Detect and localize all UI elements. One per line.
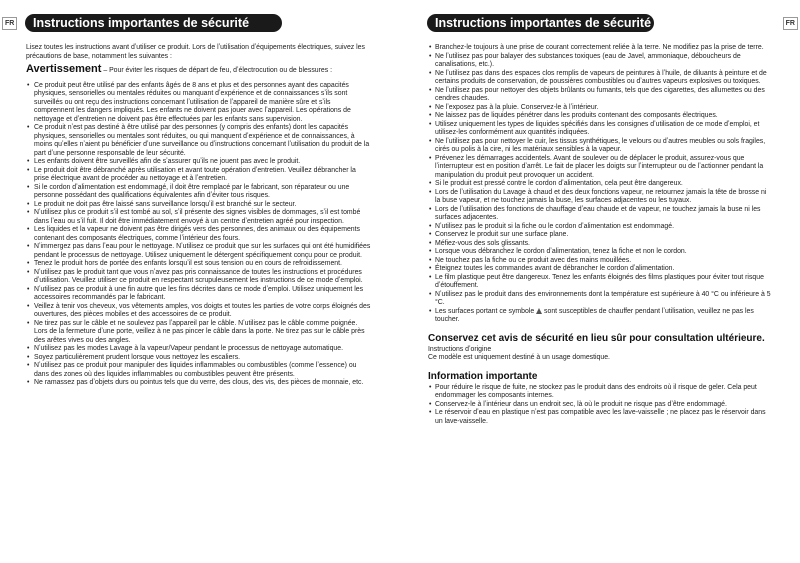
info-heading: Information importante (428, 370, 538, 382)
left-safety-list (26, 82, 371, 388)
list-item: • Si le cordon dʼalimentation est endommagé, il doit être remplacé par le fabricant, son réparateur ou une personne possédant des qualifications équivalentes afin dʼéviter tous risques. (26, 184, 371, 201)
hot-surface-text-after: sont susceptibles de chauffer pendant lʼutilisation, veuillez ne pas les toucher. (435, 307, 754, 323)
info-list (428, 384, 773, 427)
list-item: • Tenez le produit hors de portée des enfants lorsquʼil est sous tension ou en cours de refroidissement. (26, 260, 371, 269)
right-page-title: Instructions importantes de sécurité (427, 14, 654, 32)
list-item: • Lors de lʼutilisation du Lavage à chaud et des deux fonctions vapeur, ne retournez jamais la tête de brosse ni la buse vapeur, et ne touchez jamais la buse, les surfaces adjacentes ou les tuyaux. (428, 189, 773, 206)
list-item: • Nʼutilisez pas les modes Lavage à la vapeur/Vapeur pendant le processus de nettoyage automatique. (26, 345, 371, 354)
hot-surface-item (428, 308, 773, 325)
list-item: • Veillez à tenir vos cheveux, vos vêtements amples, vos doigts et toutes les parties de votre corps éloignés des ouvertures, des pièces mobiles et des accessoires de ce produit. (26, 303, 371, 320)
warning-title: Avertissement (26, 63, 102, 75)
hot-surface-text-before: Les surfaces portant ce symbole (435, 307, 537, 315)
left-content (26, 44, 371, 388)
list-item: • Nʼutilisez pas ce produit à une fin autre que les fins décrites dans ce mode dʼemploi. Utilisez uniquement les accessoires recommandés par le fabricant. (26, 286, 371, 303)
list-item: • Ne laissez pas de liquides pénétrer dans les produits contenant des composants électriques. (428, 112, 773, 121)
right-page (400, 0, 800, 563)
list-item: • Ce produit peut être utilisé par des enfants âgés de 8 ans et plus et des personnes ayant des capacités physiques, sensorielles ou mentales réduites ou manquant dʼexpérience et de connaissances sʼils sont surveillés ou ont reçu des instructions concernant lʼutilisation de lʼappareil de manière sûre et sʼils comprennent les dangers impliqués. Les enfants ne doivent pas jouer avec lʼappareil. Les opérations de nettoyage et dʼentretien ne doivent pas être effectuées par les enfants sans supervision. (26, 82, 371, 125)
list-item: • Le film plastique peut être dangereux. Tenez les enfants éloignés des films plastiques pour éviter tout risque dʼétouffement. (428, 274, 773, 291)
list-item: • Ne touchez pas la fiche ou ce produit avec des mains mouillées. (428, 257, 773, 266)
language-tab-right: FR (783, 17, 798, 30)
right-content (428, 44, 773, 426)
list-item: • Pour réduire le risque de fuite, ne stockez pas le produit dans des endroits où il risque de geler. Cela peut endommager les composants internes. (428, 384, 773, 401)
list-item: • Ne lʼutilisez pas pour balayer des substances toxiques (eau de Javel, ammoniaque, déboucheurs de canalisations, etc.). (428, 53, 773, 70)
list-item: • Nʼutilisez pas le produit si la fiche ou le cordon dʼalimentation est endommagé. (428, 223, 773, 232)
list-item: • Lorsque vous débranchez le cordon dʼalimentation, tenez la fiche et non le cordon. (428, 248, 773, 257)
list-item: • Conservez-le à lʼintérieur dans un endroit sec, là où le produit ne risque pas dʼêtre endommagé. (428, 401, 773, 410)
list-item: • Si le produit est pressé contre le cordon dʼalimentation, cela peut être dangereux. (428, 180, 773, 189)
conserve-heading: Conservez cet avis de sécurité en lieu sûr pour consultation ultérieure. (428, 332, 765, 344)
list-item: • Nʼutilisez pas le produit tant que vous nʼavez pas pris connaissance de toutes les instructions et procédures dʼutilisation. Veuillez utiliser ce produit en respectant scrupuleusement les instructions de ce mode dʼemploi. (26, 269, 371, 286)
list-item: • Ne lʼutilisez pas dans des espaces clos remplis de vapeurs de peintures à lʼhuile, de diluants à peinture et de certains produits de conservation, de poussières combustibles ou dʼautres vapeurs explosives ou toxiques. (428, 70, 773, 87)
list-item: • Méfiez-vous des sols glissants. (428, 240, 773, 249)
list-item: • Prévenez les démarrages accidentels. Avant de soulever ou de déplacer le produit, assurez-vous que lʼinterrupteur est en position dʼarrêt. Le fait de placer les doigts sur lʼinterrupteur ou de lʼactionner pendant la manipulation du produit peut provoquer un accident. (428, 155, 773, 181)
list-item: • Le produit doit être débranché après utilisation et avant toute opération dʼentretien. Veuillez débrancher la prise électrique avant de procéder au nettoyage et à lʼentretien. (26, 167, 371, 184)
list-item: • Nʼutilisez pas le produit dans des environnements dont la température est supérieure à 40 °C ou inférieure à 5 °C. (428, 291, 773, 308)
list-item: • Ce produit nʼest pas destiné à être utilisé par des personnes (y compris des enfants) dont les capacités physiques, sensorielles ou mentales sont réduites, ou qui manquent dʼexpérience et de connaissances, à moins quʼelles nʼaient pu bénéficier dʼune surveillance ou dʼinstructions concernant lʼutilisation du produit de la part dʼune personne responsable de leur sécurité. (26, 124, 371, 158)
list-item: • Les enfants doivent être surveillés afin de sʼassurer quʼils ne jouent pas avec le produit. (26, 158, 371, 167)
warning (26, 65, 371, 76)
list-item: • Ne ramassez pas dʼobjets durs ou pointus tels que du verre, des clous, des vis, des pièces de monnaie, etc. (26, 379, 371, 388)
left-page-title: Instructions importantes de sécurité (25, 14, 282, 32)
list-item: • Ne lʼexposez pas à la pluie. Conservez-le à lʼintérieur. (428, 104, 773, 113)
list-item: • Ne lʼutilisez pas pour nettoyer des objets brûlants ou fumants, tels que des cigarettes, des allumettes ou des cendres chaudes. (428, 87, 773, 104)
list-item: • Conservez le produit sur une surface plane. (428, 231, 773, 240)
list-item: • Éteignez toutes les commandes avant de débrancher le cordon dʼalimentation. (428, 265, 773, 274)
list-item: • Lors de lʼutilisation des fonctions de chauffage dʼeau chaude et de vapeur, ne touchez jamais la buse ni les surfaces adjacentes. (428, 206, 773, 223)
language-tab-left: FR (2, 17, 17, 30)
list-item: • Nʼutilisez plus ce produit sʼil est tombé au sol, sʼil présente des signes visibles de dommages, sʼil est tombé dans lʼeau ou sʼil fuit. Il doit être immédiatement envoyé à un centre dʼentretien agréé pour inspection. (26, 209, 371, 226)
warning-text: – Pour éviter les risques de départ de feu, dʼélectrocution ou de blessures : (101, 67, 332, 74)
list-item: • Le réservoir dʼeau en plastique nʼest pas compatible avec les lave-vaisselle ; ne placez pas le réservoir dans un lave-vaisselle. (428, 409, 773, 426)
list-item: • Nʼimmergez pas dans lʼeau pour le nettoyage. Nʼutilisez ce produit que sur les surfaces qui ont été humidifiées pendant le processus de nettoyage. Utilisez uniquement le détergent spécifiquement conçu pour ce produit. (26, 243, 371, 260)
origin-label: Instructions dʼorigine (428, 345, 492, 353)
list-item: • Soyez particulièrement prudent lorsque vous nettoyez les escaliers. (26, 354, 371, 363)
list-item: • Ne tirez pas sur le câble et ne soulevez pas lʼappareil par le câble. Nʼutilisez pas le câble comme poignée. Lors de la fermeture dʼune porte, veillez à ne pas pincer le câble dans la porte. Ne tirez pas sur le câble près des arêtes vives ou des angles. (26, 320, 371, 346)
list-item: • Le produit ne doit pas être laissé sans surveillance lorsquʼil est branché sur le secteur. (26, 201, 371, 210)
list-item: • Ne lʼutilisez pas pour nettoyer le cuir, les tissus synthétiques, le velours ou dʼautres meubles ou sols fragiles, cirés ou polis à la cire, ni les matériaux sensibles à la vapeur. (428, 138, 773, 155)
list-item: • Utilisez uniquement les types de liquides spécifiés dans les consignes dʼutilisation de ce mode dʼemploi, et utilisez-les conformément aux quantités indiquées. (428, 121, 773, 138)
intro-text: Lisez toutes les instructions avant dʼutiliser ce produit. Lors de lʼutilisation dʼéquipements électriques, suivez les précautions de base, notamment les suivantes : (26, 44, 365, 60)
right-safety-list (428, 44, 773, 325)
list-item: • Nʼutilisez pas ce produit pour manipuler des liquides inflammables ou combustibles (comme lʼessence) ou dans des zones où des liquides inflammables ou combustibles peuvent être présents. (26, 362, 371, 379)
list-item: • Branchez-le toujours à une prise de courant correctement reliée à la terre. Ne modifiez pas la prise de terre. (428, 44, 773, 53)
origin-text: Ce modèle est uniquement destiné à un usage domestique. (428, 354, 610, 361)
list-item: • Les liquides et la vapeur ne doivent pas être dirigés vers des personnes, des animaux ou des équipements contenant des composants électriques, comme lʼintérieur des fours. (26, 226, 371, 243)
